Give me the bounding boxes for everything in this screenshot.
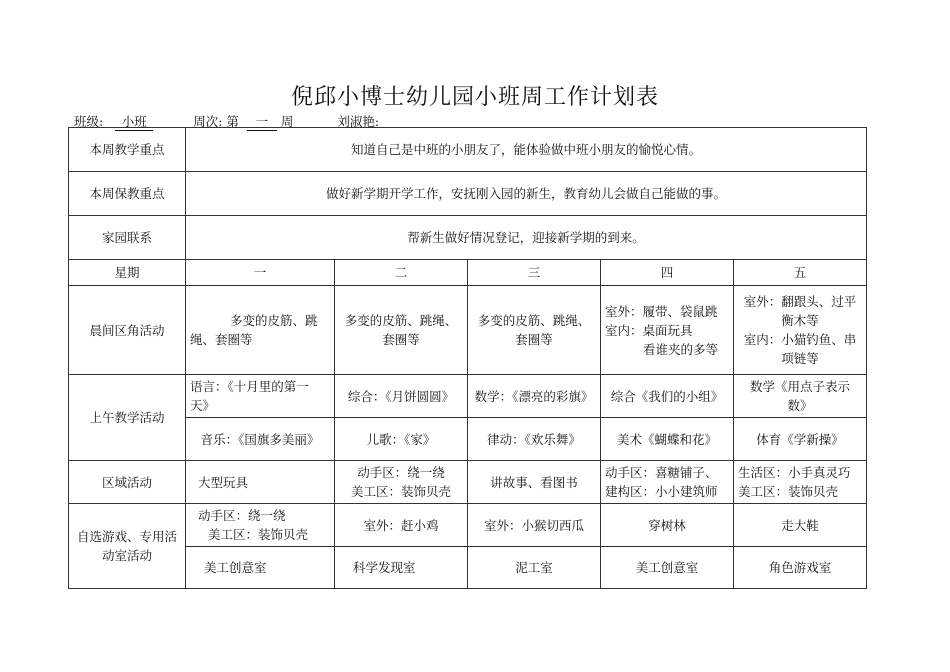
cell-line: 多变的皮筋、跳绳、 — [477, 313, 591, 328]
week-value: 一 — [247, 112, 277, 131]
am-teaching-cell-mon — [186, 375, 335, 418]
am-teaching-row-1 — [69, 375, 867, 418]
room-cell-mon: 美工创意室 — [186, 547, 335, 589]
area-cell-tue — [335, 461, 468, 504]
free-play-label — [69, 504, 186, 589]
care-focus-row — [69, 172, 867, 216]
free-play-row-1 — [69, 504, 867, 547]
cell-line: 建构区：小小建筑师 — [605, 484, 718, 499]
cell-line: 动手区：绕一绕 — [198, 508, 286, 523]
am-teaching2-cell-wed: 律动：《欢乐舞》 — [468, 418, 601, 461]
cell-line: 室外：履带、袋鼠跳 — [605, 303, 718, 319]
cell-line: 语言：《十月里的第一 — [190, 379, 309, 394]
area-activity-row — [69, 461, 867, 504]
cell-line: 动室活动 — [101, 548, 152, 563]
cell-line: 看谁夹的多等 — [643, 341, 719, 357]
area-cell-wed: 讲故事、看图书 — [468, 461, 601, 504]
morning-activity-label: 晨间区角活动 — [69, 286, 186, 375]
cell-line: 室内：桌面玩具 — [605, 322, 693, 338]
free-play-cell-fri: 走大鞋 — [734, 504, 867, 547]
free-play-cell-mon — [186, 504, 335, 547]
weekday-wed: 三 — [468, 260, 601, 286]
am-teaching-cell-thu: 综合《我们的小组》 — [601, 375, 734, 418]
page-title: 倪邱小博士幼儿园小班周工作计划表 — [290, 85, 659, 110]
teaching-focus-label: 本周教学重点 — [69, 128, 186, 172]
cell-line: 套圈等 — [382, 332, 420, 347]
cell-line: 数学《用点子表示 — [750, 379, 851, 394]
weekday-row — [69, 260, 867, 286]
cell-line: 绳、套圈等 — [190, 332, 253, 347]
care-focus-value: 做好新学期开学工作，安抚刚入园的新生，教育幼儿会做自己能做的事。 — [186, 172, 867, 216]
morning-cell-wed — [468, 286, 601, 375]
room-cell-wed: 泥工室 — [468, 547, 601, 589]
cell-line: 项链等 — [781, 351, 819, 366]
free-play-cell-wed: 室外：小猴切西瓜 — [468, 504, 601, 547]
area-activity-label: 区域活动 — [69, 461, 186, 504]
cell-line: 自选游戏、专用活 — [76, 529, 177, 544]
weekly-plan-table — [68, 127, 867, 589]
cell-line: 美工区：装饰贝壳 — [738, 484, 839, 499]
am-teaching-cell-fri — [734, 375, 867, 418]
morning-activity-row — [69, 286, 867, 375]
cell-line: 衡木等 — [781, 313, 819, 328]
cell-line: 多变的皮筋、跳 — [230, 313, 318, 328]
class-value: 小班 — [115, 112, 153, 131]
free-play-row-2 — [69, 547, 867, 589]
room-cell-thu: 美工创意室 — [601, 547, 734, 589]
weekday-label: 星期 — [69, 260, 186, 286]
cell-line: 美工区：装饰贝壳 — [350, 484, 451, 499]
care-focus-label: 本周保教重点 — [69, 172, 186, 216]
teaching-focus-value: 知道自己是中班的小朋友了，能体验做中班小朋友的愉悦心情。 — [186, 128, 867, 172]
cell-line: 动手区：绕一绕 — [357, 465, 445, 480]
home-contact-value: 帮新生做好情况登记，迎接新学期的到来。 — [186, 216, 867, 260]
morning-cell-thu — [601, 286, 734, 375]
am-teaching-cell-wed: 数学：《漂亮的彩旗》 — [468, 375, 601, 418]
teacher-label: 刘淑艳: — [337, 114, 380, 129]
room-cell-tue: 科学发现室 — [335, 547, 468, 589]
cell-line: 套圈等 — [515, 332, 553, 347]
am-teaching2-cell-fri: 体育《学新操》 — [734, 418, 867, 461]
cell-line: 美工区：装饰贝壳 — [208, 527, 309, 542]
weekday-mon: 一 — [186, 260, 335, 286]
am-teaching-row-2 — [69, 418, 867, 461]
cell-line: 生活区：小手真灵巧 — [738, 465, 851, 480]
cell-line: 天》 — [190, 398, 216, 413]
class-label: 班级: — [74, 114, 104, 129]
am-teaching-cell-tue: 综合：《月饼圆圆》 — [335, 375, 468, 418]
cell-line: 数》 — [787, 398, 813, 413]
am-teaching2-cell-mon: 音乐：《国旗多美丽》 — [186, 418, 335, 461]
am-teaching-label: 上午教学活动 — [69, 375, 186, 461]
morning-cell-tue — [335, 286, 468, 375]
weekday-thu: 四 — [601, 260, 734, 286]
cell-line: 室外：翻跟头、过平 — [743, 294, 857, 309]
free-play-cell-tue: 室外：赶小鸡 — [335, 504, 468, 547]
teaching-focus-row — [69, 128, 867, 172]
cell-line: 室内：小猫钓鱼、串 — [743, 332, 857, 347]
week-suffix: 周 — [280, 114, 294, 129]
cell-line: 动手区：喜糖铺子、 — [605, 465, 718, 480]
weekday-tue: 二 — [335, 260, 468, 286]
room-cell-fri: 角色游戏室 — [734, 547, 867, 589]
morning-cell-mon — [186, 286, 335, 375]
home-contact-label: 家园联系 — [69, 216, 186, 260]
area-cell-mon: 大型玩具 — [186, 461, 335, 504]
free-play-cell-thu: 穿树林 — [601, 504, 734, 547]
morning-cell-fri — [734, 286, 867, 375]
week-label: 周次: 第 — [193, 114, 239, 129]
am-teaching2-cell-tue: 儿歌：《家》 — [335, 418, 468, 461]
am-teaching2-cell-thu: 美术《蝴蝶和花》 — [601, 418, 734, 461]
area-cell-thu — [601, 461, 734, 504]
home-contact-row — [69, 216, 867, 260]
cell-line: 多变的皮筋、跳绳、 — [344, 313, 458, 328]
area-cell-fri — [734, 461, 867, 504]
weekday-fri: 五 — [734, 260, 867, 286]
